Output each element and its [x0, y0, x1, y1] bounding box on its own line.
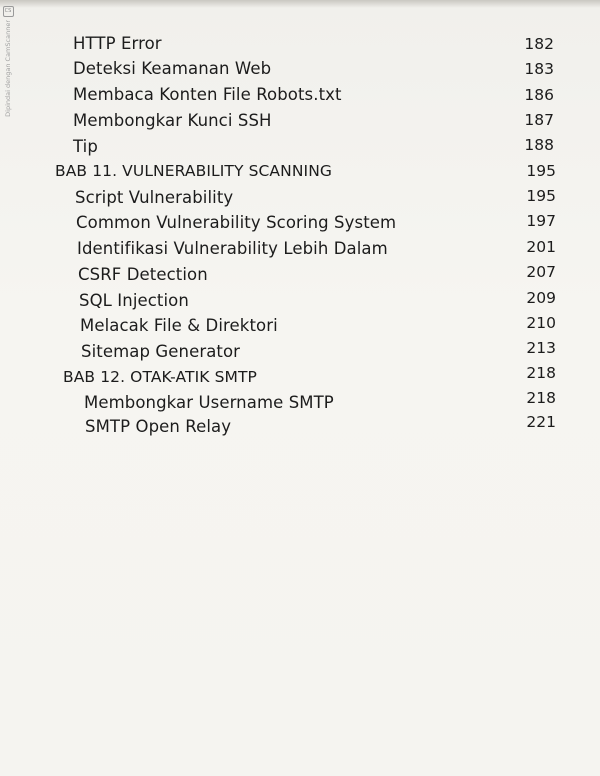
toc-entry-page: 221 — [526, 413, 556, 431]
toc-entry-title: Melacak File & Direktori — [80, 316, 278, 335]
toc-chapter-title: BAB 11. VULNERABILITY SCANNING — [55, 162, 332, 180]
toc-entry-page: 209 — [526, 289, 556, 307]
toc-entry-page: 187 — [524, 111, 554, 129]
toc-entry-page: 213 — [526, 339, 556, 357]
toc-entry-page: 182 — [524, 35, 554, 53]
toc-chapter-title: BAB 12. OTAK-ATIK SMTP — [63, 368, 257, 386]
toc-entry-page: 201 — [526, 238, 556, 256]
toc-entry-page: 183 — [524, 60, 554, 78]
toc-entry-page: 195 — [526, 162, 556, 180]
toc-entry-title: Tip — [73, 137, 98, 156]
toc-entry-title: Membongkar Username SMTP — [84, 393, 334, 412]
camscanner-watermark — [2, 6, 14, 176]
toc-entry-page: 210 — [526, 314, 556, 332]
toc-entry-title: SMTP Open Relay — [85, 417, 232, 436]
toc-entry-page: 218 — [526, 389, 556, 407]
toc-entry-title: Script Vulnerability — [75, 188, 234, 207]
toc-entry-page: 186 — [524, 86, 554, 104]
toc-entry-title: Identifikasi Vulnerability Lebih Dalam — [77, 239, 388, 258]
toc-entry-page: 207 — [526, 263, 556, 281]
toc-entry-title: SQL Injection — [79, 291, 189, 310]
toc-entry-title: Common Vulnerability Scoring System — [76, 213, 397, 232]
toc-entry-title: Membongkar Kunci SSH — [73, 111, 272, 130]
toc-entry-page: 188 — [524, 136, 554, 154]
toc-entry-title: HTTP Error — [73, 34, 162, 53]
toc-entry-title: Sitemap Generator — [81, 342, 241, 361]
toc-entry-page: 218 — [526, 364, 556, 382]
toc-entry-page: 195 — [526, 187, 556, 205]
toc-entry-page: 197 — [526, 212, 556, 230]
page-edge-shadow — [0, 0, 600, 8]
camscanner-logo-icon: CS — [3, 6, 14, 17]
watermark-text: Dipindai dengan CamScanner — [4, 20, 12, 117]
toc-entry-title: Membaca Konten File Robots.txt — [73, 85, 342, 104]
toc-entry-title: Deteksi Keamanan Web — [73, 59, 272, 78]
toc-entry-title: CSRF Detection — [78, 265, 208, 284]
